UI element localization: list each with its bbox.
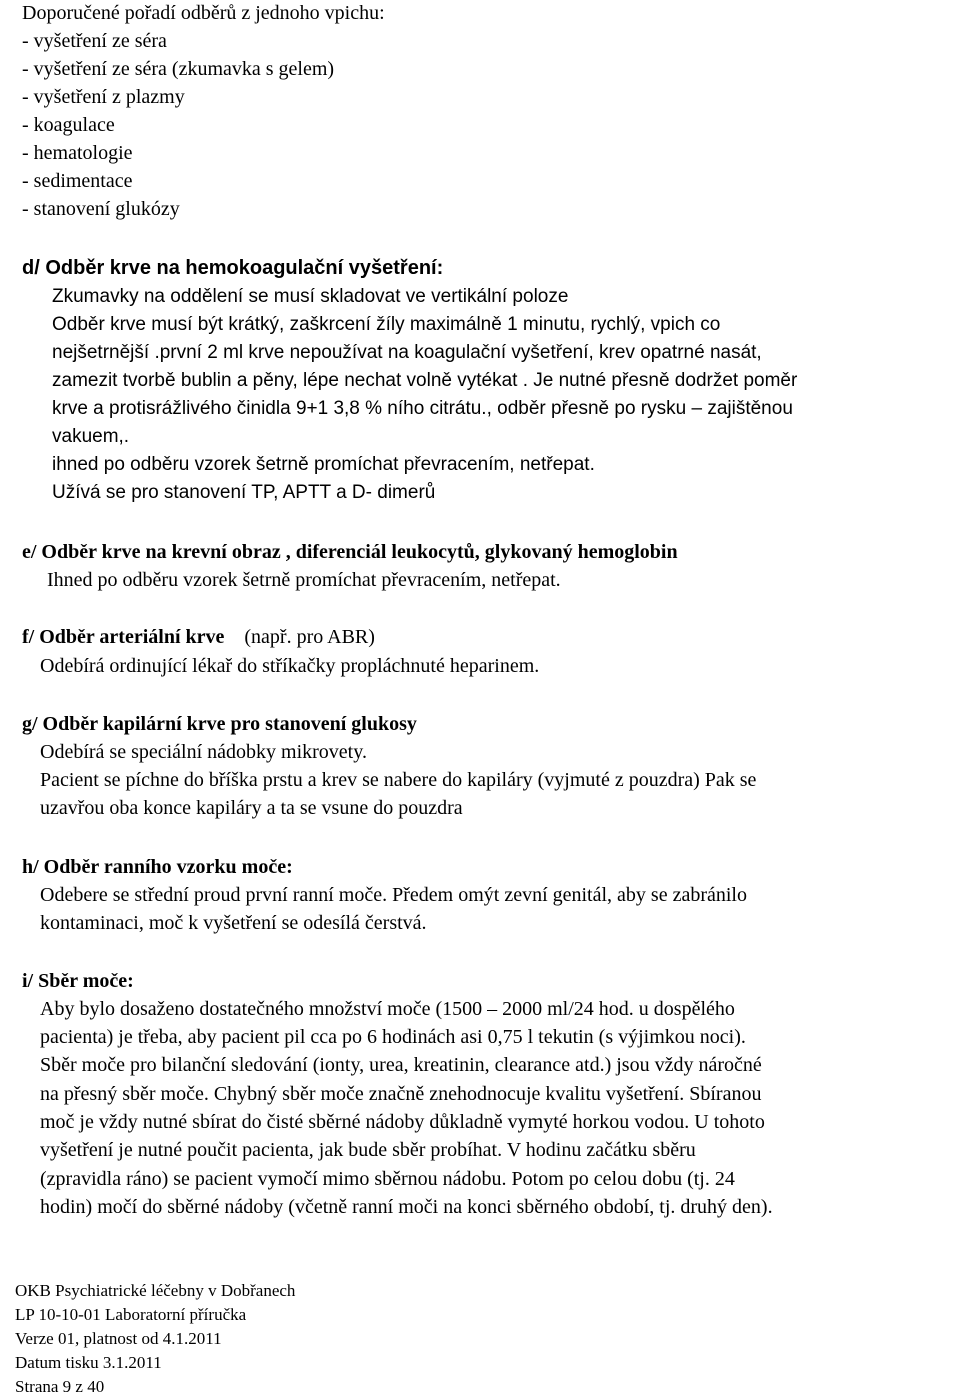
section-g-line: uzavřou oba konce kapiláry a ta se vsune do pouzdra (40, 797, 463, 819)
footer-line: Datum tisku 3.1.2011 (15, 1353, 162, 1372)
section-f-heading-bold: f/ Odběr arteriální krve (22, 626, 225, 648)
section-h-heading: h/ Odběr ranního vzorku moče: (22, 856, 293, 878)
list-item: - sedimentace (22, 170, 133, 192)
section-i-line: (zpravidla ráno) se pacient vymočí mimo sběrnou nádobu. Potom po celou dobu (tj. 24 (40, 1168, 735, 1190)
section-i-line: na přesný sběr moče. Chybný sběr moče značně znehodnocuje kvalitu vyšetření. Sbíranou (40, 1083, 762, 1105)
section-d-line: Užívá se pro stanovení TP, APTT a D- dimerů (52, 482, 436, 503)
section-i-heading: i/ Sběr moče: (22, 970, 134, 992)
section-i-line: vyšetření je nutné poučit pacienta, jak bude sběr probíhat. V hodinu začátku sběru (40, 1139, 696, 1161)
section-h-line: kontaminaci, moč k vyšetření se odesílá čerstvá. (40, 912, 427, 934)
section-g-heading: g/ Odběr kapilární krve pro stanovení glukosy (22, 713, 417, 735)
section-d-line: vakuem,. (52, 426, 130, 447)
list-item: - stanovení glukózy (22, 198, 180, 220)
section-i-line: Sběr moče pro bilanční sledování (ionty, urea, kreatinin, clearance atd.) jsou vždy náročné (40, 1054, 762, 1076)
section-d-line: krve a protisrážlivého činidla 9+1 3,8 % ního citrátu., odběr přesně po rysku – zajištěnou (52, 398, 793, 419)
section-e-heading: e/ Odběr krve na krevní obraz , diferenciál leukocytů, glykovaný hemoglobin (22, 541, 678, 563)
section-d-line: Odběr krve musí být krátký, zaškrcení žíly maximálně 1 minutu, rychlý, vpich co (52, 314, 721, 335)
section-i-line: Aby bylo dosaženo dostatečného množství moče (1500 – 2000 ml/24 hod. u dospělého (40, 998, 735, 1020)
section-g-line: Odebírá se speciální nádobky mikrovety. (40, 741, 367, 763)
section-g-line: Pacient se píchne do bříška prstu a krev se nabere do kapiláry (vyjmuté z pouzdra) Pak se (40, 769, 757, 791)
section-i-line: pacienta) je třeba, aby pacient pil cca po 6 hodinách asi 0,75 l tekutin (s výjimkou noci). (40, 1026, 746, 1048)
list-item: - koagulace (22, 114, 115, 136)
list-item: - vyšetření z plazmy (22, 86, 185, 108)
footer-line: Strana 9 z 40 (15, 1377, 105, 1396)
section-f-heading-note: (např. pro ABR) (224, 626, 375, 648)
footer-line: LP 10-10-01 Laboratorní příručka (15, 1305, 247, 1324)
section-h-line: Odebere se střední proud první ranní moče. Předem omýt zevní genitál, aby se zabránilo (40, 884, 747, 906)
section-f-heading (22, 623, 375, 651)
section-d-line: nejšetrnější .první 2 ml krve nepoužívat na koagulační vyšetření, krev opatrné nasát, (52, 342, 762, 363)
section-d-heading: d/ Odběr krve na hemokoagulační vyšetření: (22, 257, 444, 279)
section-d-line: Zkumavky na oddělení se musí skladovat ve vertikální poloze (52, 286, 569, 307)
list-item: - vyšetření ze séra (22, 30, 167, 52)
list-item: - vyšetření ze séra (zkumavka s gelem) (22, 58, 335, 80)
section-d-line: ihned po odběru vzorek šetrně promíchat převracením, netřepat. (52, 454, 595, 475)
section-d-line: zamezit tvorbě bublin a pěny, lépe nechat volně vytékat . Je nutné přesně dodržet poměr (52, 370, 798, 391)
footer-line: OKB Psychiatrické léčebny v Dobřanech (15, 1281, 296, 1300)
footer-line: Verze 01, platnost od 4.1.2011 (15, 1329, 222, 1348)
section-f-line: Odebírá ordinující lékař do stříkačky propláchnuté heparinem. (40, 655, 540, 677)
section-i-line: moč je vždy nutné sbírat do čisté sběrné nádoby důkladně vymyté horkou vodou. U tohoto (40, 1111, 765, 1133)
list-title: Doporučené pořadí odběrů z jednoho vpichu: (22, 2, 385, 24)
section-i-line: hodin) močí do sběrné nádoby (včetně ranní moči na konci sběrného období, tj. druhý den). (40, 1196, 773, 1218)
section-e-line: Ihned po odběru vzorek šetrně promíchat převracením, netřepat. (47, 569, 561, 591)
list-item: - hematologie (22, 142, 133, 164)
